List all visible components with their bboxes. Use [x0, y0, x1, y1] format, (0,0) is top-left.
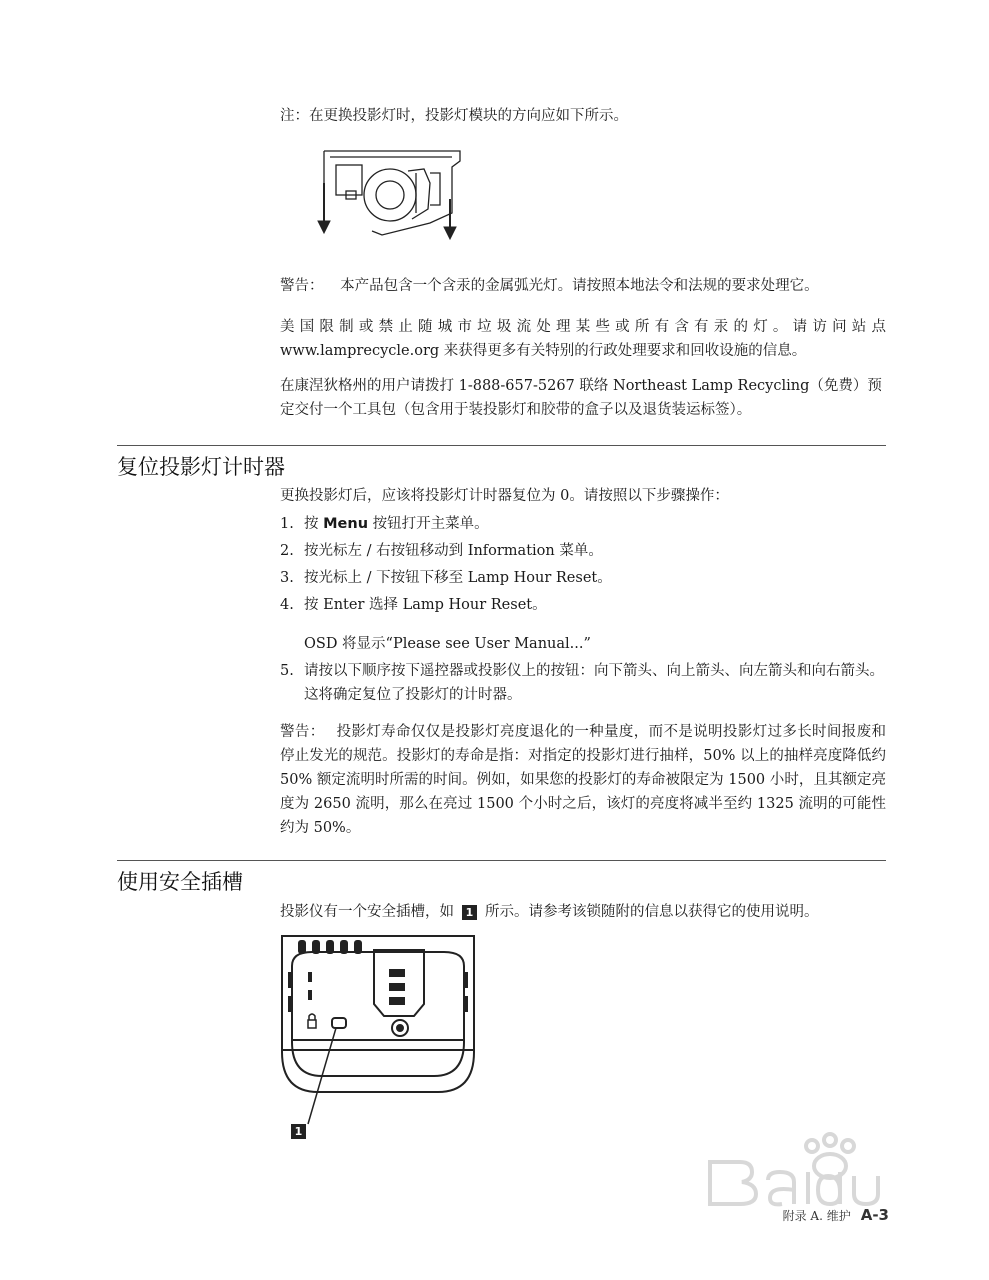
section-title-lamp-reset: 复位投影灯计时器	[117, 455, 285, 479]
down-arrow-icon	[444, 199, 456, 239]
step-number: 5.	[280, 663, 294, 679]
step-text: 请按以下顺序按下遥控器或投影仪上的按钮：向下箭头、向上箭头、向左箭头和向右箭头。这将确定复位了投影灯的计时器。	[304, 663, 884, 703]
step-text: 按光标上 / 下按钮下移至 Lamp Hour Reset。	[304, 570, 612, 586]
step-text: 按钮打开主菜单。	[368, 516, 489, 532]
step-text: 按	[304, 516, 324, 532]
warning-text: 投影灯寿命仅仅是投影灯亮度退化的一种量度，而不是说明投影灯过多长时间报废和停止发光的规范。投影灯的寿命是指：对指定的投影灯进行抽样，50% 以上的抽样亮度降低约 50% 额定流明时所需的时间。例如，如果您的投影灯的寿命被限定为 1500 小时，且其额定亮度为 2650 流明，那么在亮过 1500 个小时之后，该灯的亮度将减半至约 1325 流明的可能性约为 50%。	[280, 724, 886, 836]
down-arrow-icon	[318, 183, 330, 233]
para-us-disposal: 美国限制或禁止随城市垃圾流处理某些或所有含有汞的灯。请访问站点 www.lamprecycle.org 来获得更多有关特别的行政处理要求和回收设施的信息。	[280, 319, 886, 359]
list-item	[280, 593, 886, 617]
body-text: 投影仪有一个安全插槽，如	[280, 904, 454, 920]
warning-mercury	[280, 274, 886, 298]
security-slot-text	[280, 900, 886, 924]
step-text: 按 Enter 选择 Lamp Hour Reset。	[304, 597, 547, 613]
list-item	[280, 659, 886, 707]
warning-lamp-life	[280, 720, 886, 840]
warning-label: 警告：	[280, 724, 325, 740]
step-number: 2.	[280, 543, 294, 559]
step-number: 3.	[280, 570, 294, 586]
security-slot	[332, 1018, 346, 1028]
warning-text: 本产品包含一个含汞的金属弧光灯。请按照本地法令和法规的要求处理它。	[340, 278, 819, 294]
page-number: A-3	[860, 1206, 889, 1224]
list-item	[280, 566, 886, 590]
para-connecticut: 在康涅狄格州的用户请拨打 1-888-657-5267 联络 Northeast Lamp Recycling（免费）预定交付一个工具包（包含用于装投影灯和胶带的盒子以及退货装运标签）。	[280, 378, 882, 418]
page-footer	[783, 1206, 889, 1224]
footer-section-label: 附录 A. 维护	[782, 1209, 851, 1223]
step-number: 1.	[280, 516, 294, 532]
callout-badge: 1	[462, 905, 477, 920]
menu-keyword: Menu	[323, 516, 369, 532]
list-item	[280, 539, 886, 563]
note-orientation: 注：在更换投影灯时，投影灯模块的方向应如下所示。	[280, 108, 628, 124]
step-number: 4.	[280, 597, 294, 613]
osd-note: OSD 将显示“Please see User Manual...”	[304, 636, 591, 652]
body-text: 所示。请参考该锁随附的信息以获得它的使用说明。	[485, 904, 819, 920]
section-intro: 更换投影灯后，应该将投影灯计时器复位为 0。请按照以下步骤操作：	[280, 488, 729, 504]
section-title-security-slot: 使用安全插槽	[117, 870, 243, 894]
section-rule	[117, 860, 886, 861]
projector-rear-figure	[278, 932, 478, 1144]
lamp-module-figure	[312, 143, 468, 243]
figure-callout-badge: 1	[291, 1124, 306, 1139]
lock-icon	[308, 1014, 316, 1028]
step-text: 按光标左 / 右按钮移动到 Information 菜单。	[304, 543, 603, 559]
section-rule	[117, 445, 886, 446]
power-socket-icon	[374, 950, 424, 1036]
list-item	[280, 512, 886, 536]
warning-label: 警告：	[280, 278, 324, 294]
